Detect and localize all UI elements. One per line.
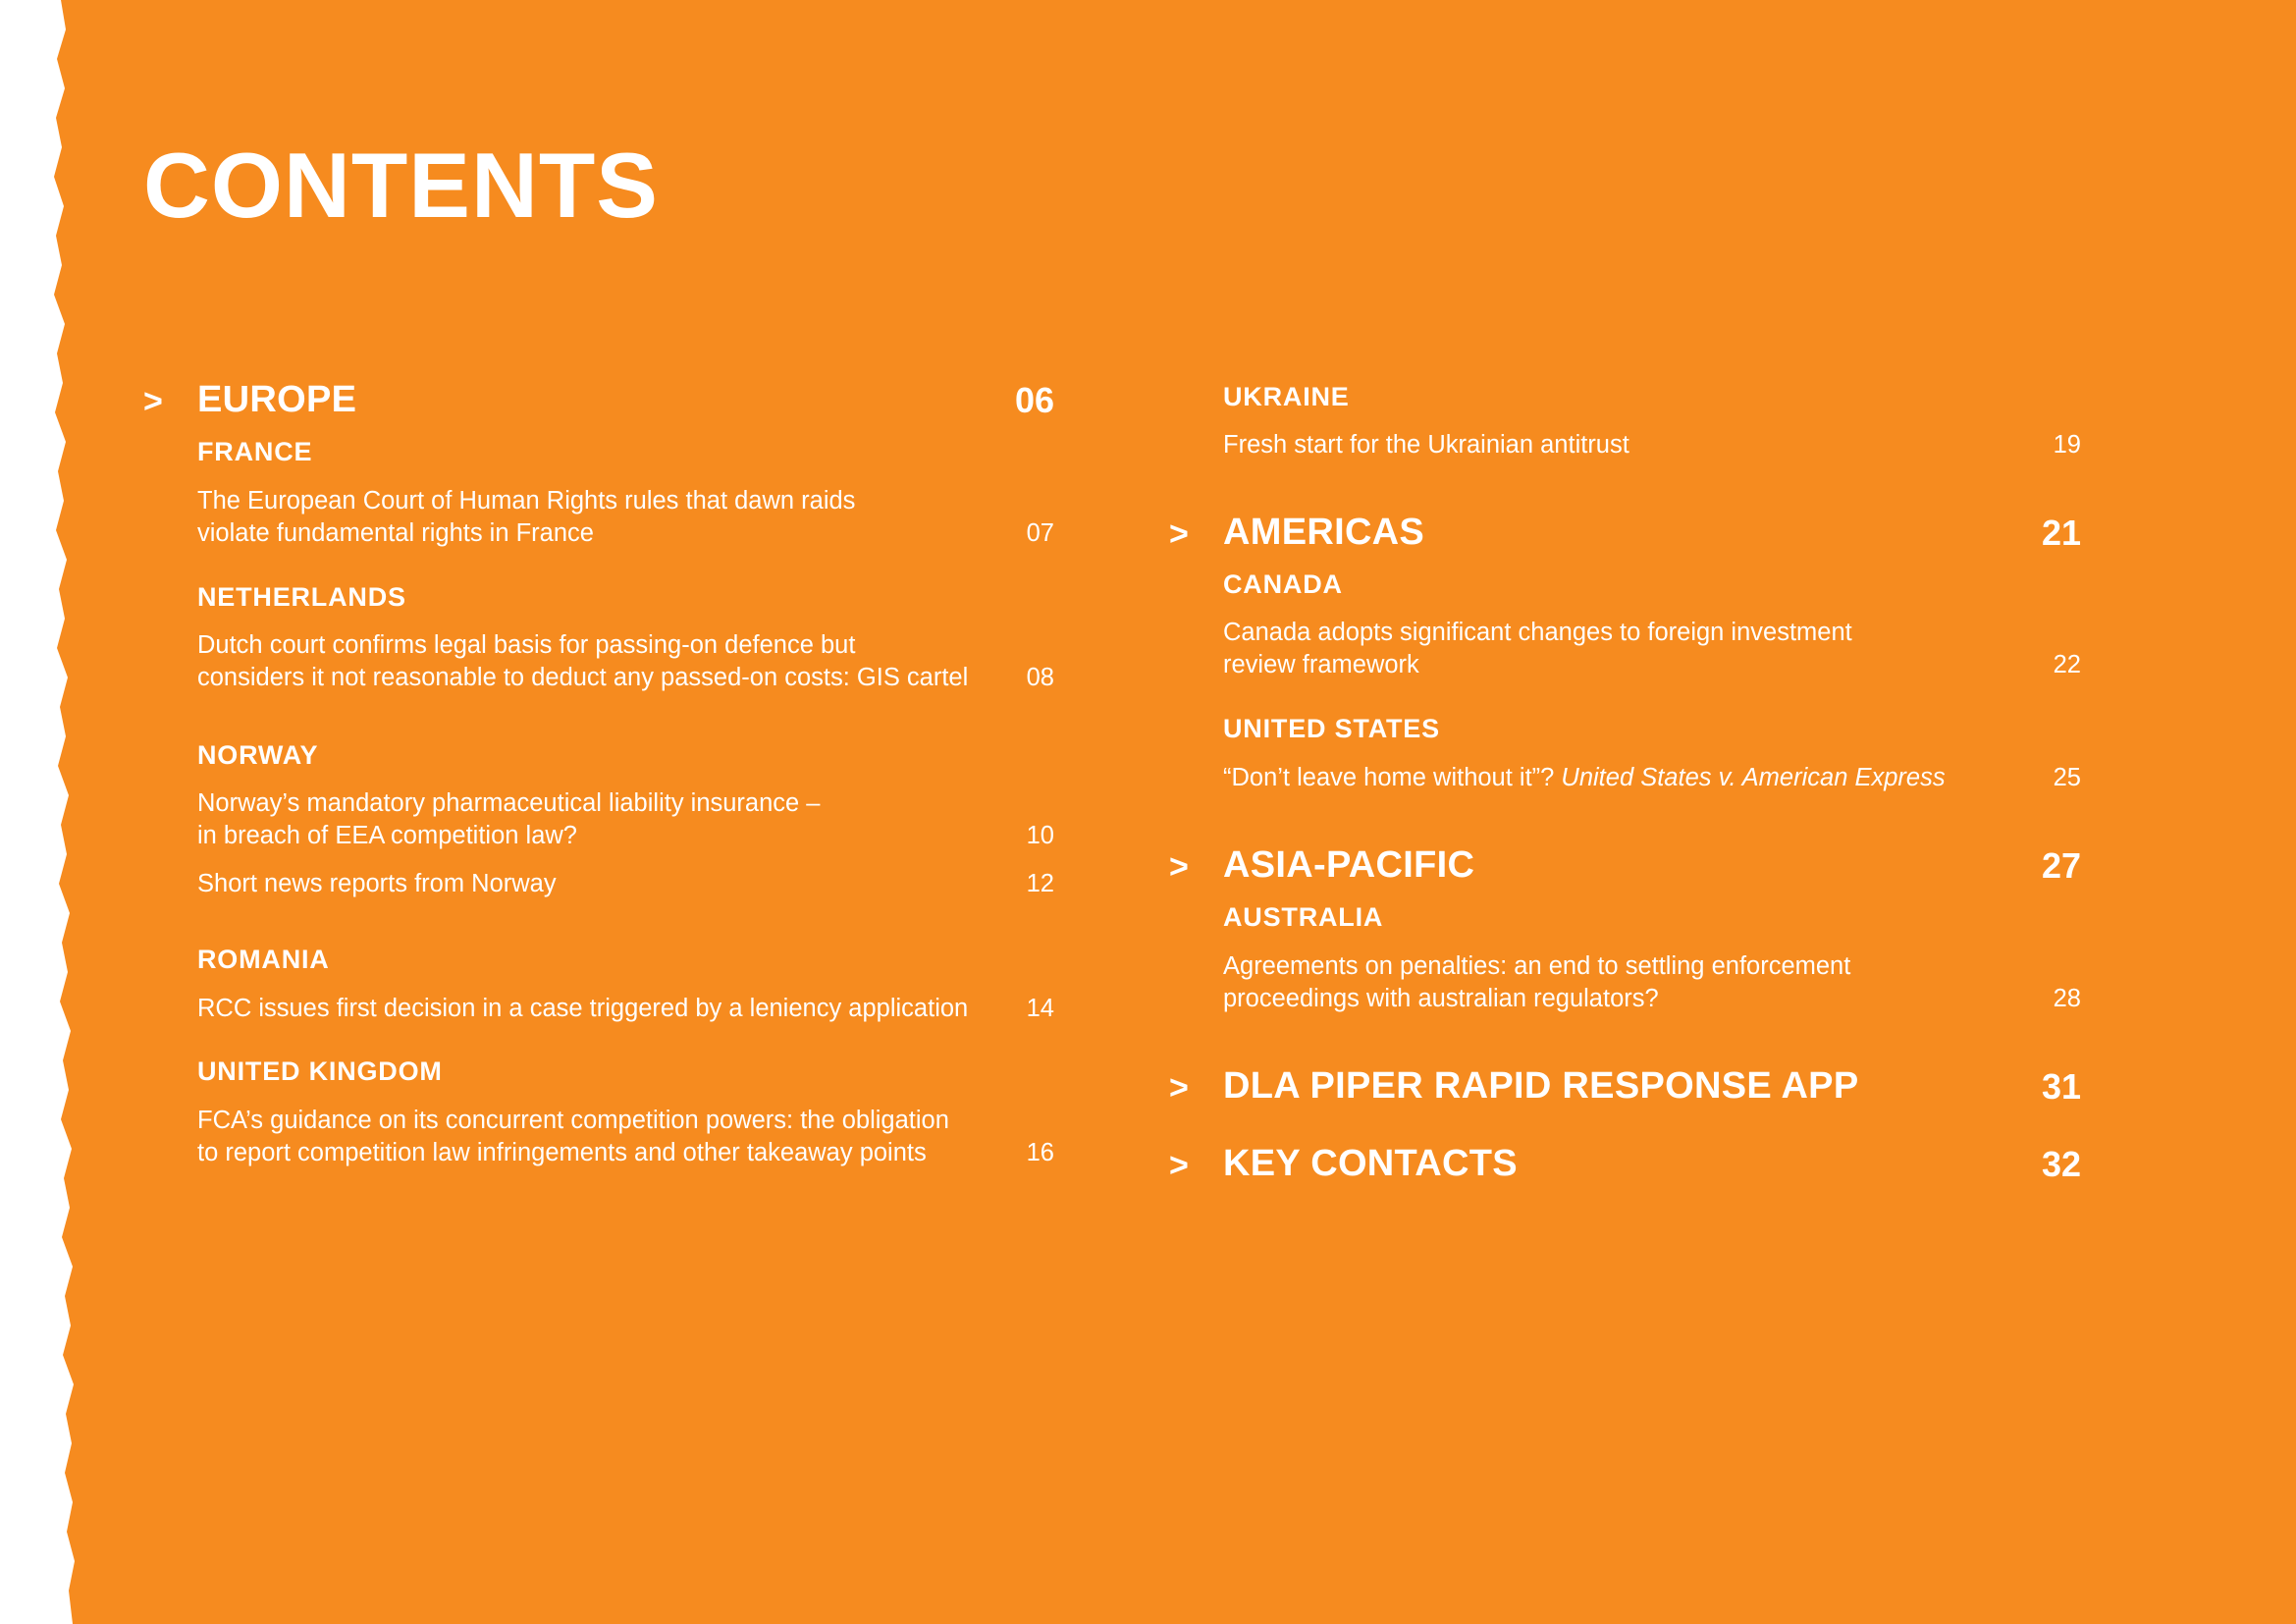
article-united-states-case-name: United States v. American Express <box>1561 764 1946 791</box>
article-page-romania[interactable]: 14 <box>1026 995 1054 1022</box>
section-page-asia-pacific[interactable]: 27 <box>2041 845 2081 886</box>
page-title: CONTENTS <box>143 134 659 237</box>
country-ukraine: UKRAINE <box>1223 382 1350 411</box>
article-page-canada[interactable]: 22 <box>2053 651 2081 678</box>
country-romania: ROMANIA <box>197 945 330 974</box>
article-united-kingdom-line2[interactable]: to report competition law infringements and other takeaway points <box>197 1139 927 1166</box>
europe-arrow-icon: > <box>143 383 163 420</box>
article-page-norway-1[interactable]: 10 <box>1026 822 1054 849</box>
article-romania[interactable]: RCC issues first decision in a case triggered by a leniency application <box>197 995 969 1022</box>
article-france-line2[interactable]: violate fundamental rights in France <box>197 519 594 547</box>
article-page-netherlands[interactable]: 08 <box>1026 664 1054 691</box>
article-canada-line2[interactable]: review framework <box>1223 651 1419 678</box>
country-australia: AUSTRALIA <box>1223 902 1384 932</box>
rapid-response-arrow-icon: > <box>1169 1069 1189 1107</box>
article-norway-2[interactable]: Short news reports from Norway <box>197 870 557 897</box>
article-canada-line1[interactable]: Canada adopts significant changes to foreign investment <box>1223 619 1852 646</box>
section-page-americas[interactable]: 21 <box>2041 513 2081 553</box>
country-france: FRANCE <box>197 437 313 466</box>
article-australia-line2[interactable]: proceedings with australian regulators? <box>1223 985 1659 1012</box>
section-page-key-contacts[interactable]: 32 <box>2041 1144 2081 1184</box>
asia-pacific-arrow-icon: > <box>1169 848 1189 886</box>
article-page-united-kingdom[interactable]: 16 <box>1026 1139 1054 1166</box>
article-page-norway-2[interactable]: 12 <box>1026 870 1054 897</box>
country-canada: CANADA <box>1223 569 1343 599</box>
country-united-states: UNITED STATES <box>1223 714 1440 743</box>
section-title-rapid-response-app[interactable]: DLA PIPER RAPID RESPONSE APP <box>1223 1065 1859 1107</box>
section-title-americas[interactable]: AMERICAS <box>1223 512 1425 553</box>
key-contacts-arrow-icon: > <box>1169 1147 1189 1184</box>
article-united-kingdom-line1[interactable]: FCA’s guidance on its concurrent competition powers: the obligation <box>197 1107 949 1134</box>
article-page-france[interactable]: 07 <box>1026 519 1054 547</box>
article-ukraine[interactable]: Fresh start for the Ukrainian antitrust <box>1223 431 1629 459</box>
article-united-states-prefix: “Don’t leave home without it”? <box>1223 764 1562 791</box>
country-norway: NORWAY <box>197 740 319 770</box>
article-france-line1[interactable]: The European Court of Human Rights rules that dawn raids <box>197 487 856 514</box>
article-australia-line1[interactable]: Agreements on penalties: an end to settling enforcement <box>1223 952 1851 980</box>
article-netherlands-line2[interactable]: considers it not reasonable to deduct any passed-on costs: GIS cartel <box>197 664 969 691</box>
americas-arrow-icon: > <box>1169 515 1189 553</box>
article-page-ukraine[interactable]: 19 <box>2053 431 2081 459</box>
section-title-europe[interactable]: EUROPE <box>197 379 357 420</box>
country-netherlands: NETHERLANDS <box>197 582 406 612</box>
country-united-kingdom: UNITED KINGDOM <box>197 1056 443 1086</box>
section-page-europe[interactable]: 06 <box>1014 380 1054 420</box>
section-title-asia-pacific[interactable]: ASIA-PACIFIC <box>1223 844 1475 886</box>
article-netherlands-line1[interactable]: Dutch court confirms legal basis for passing-on defence but <box>197 631 856 659</box>
article-norway-1-line1[interactable]: Norway’s mandatory pharmaceutical liability insurance – <box>197 789 821 817</box>
section-page-rapid-response-app[interactable]: 31 <box>2041 1066 2081 1107</box>
section-title-key-contacts[interactable]: KEY CONTACTS <box>1223 1143 1518 1184</box>
article-norway-1-line2[interactable]: in breach of EEA competition law? <box>197 822 577 849</box>
article-page-australia[interactable]: 28 <box>2053 985 2081 1012</box>
article-united-states[interactable] <box>1223 762 1946 794</box>
article-page-united-states[interactable]: 25 <box>2053 764 2081 791</box>
